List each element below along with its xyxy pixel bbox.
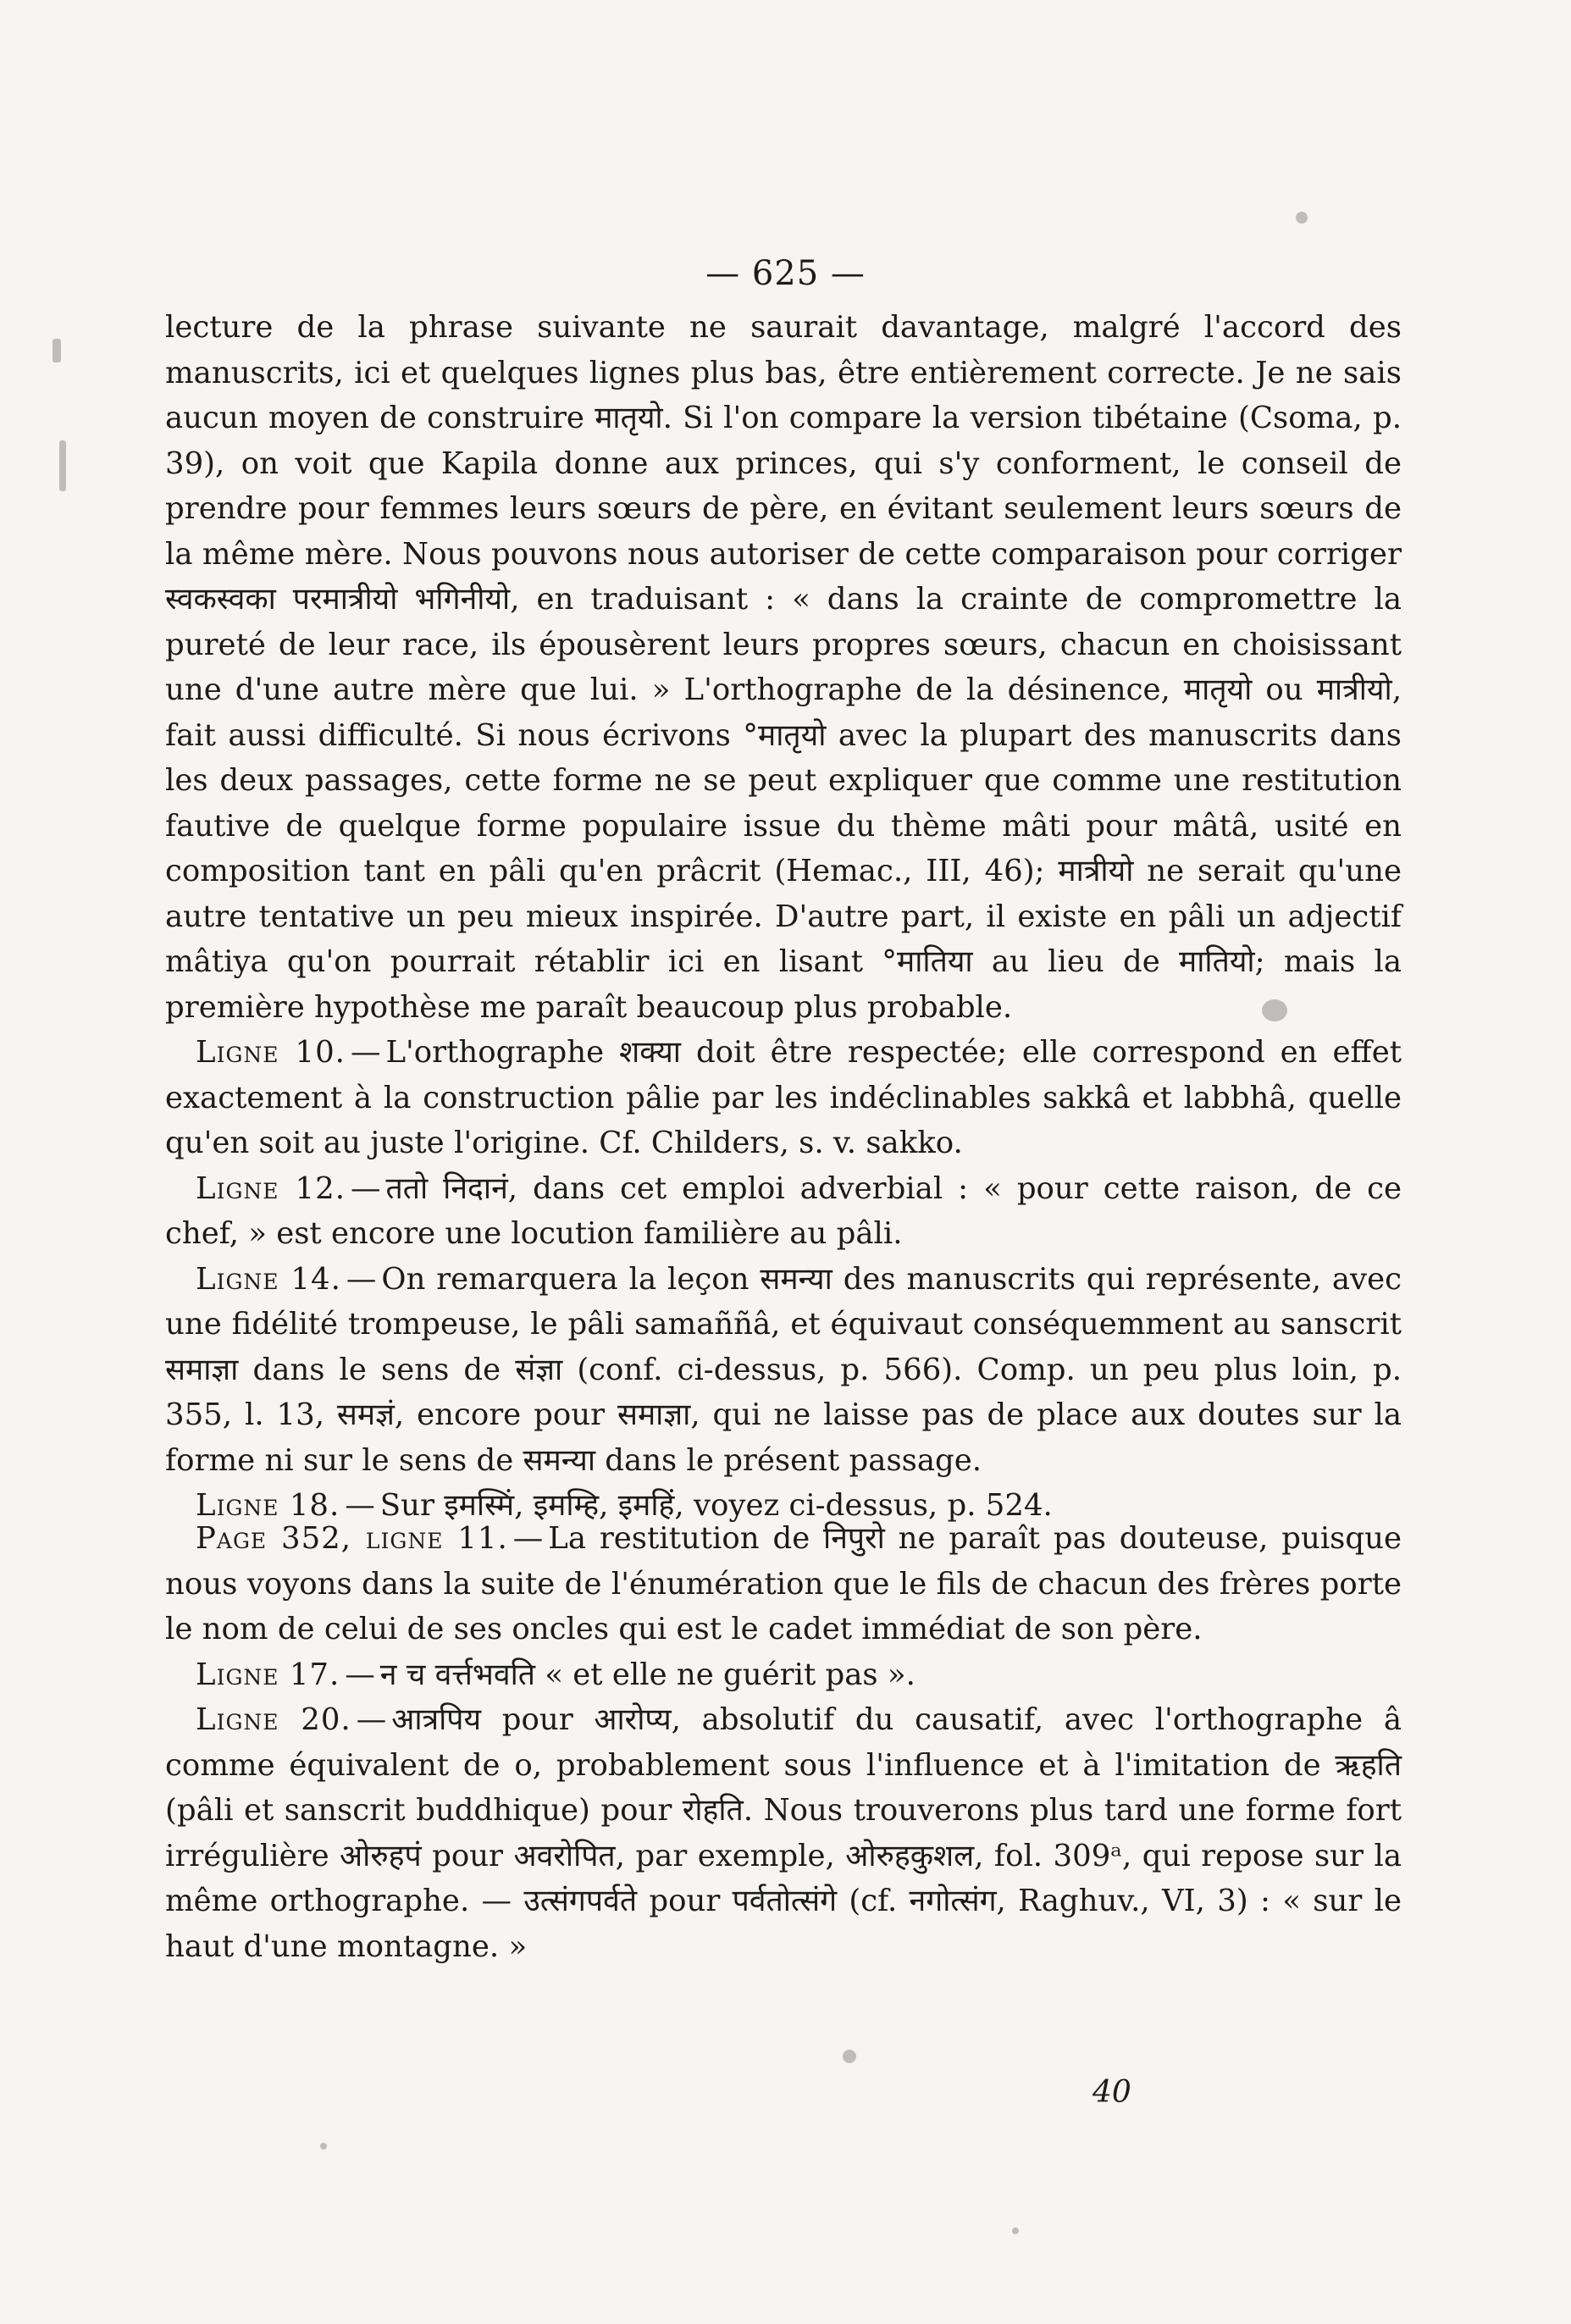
scan-speck	[1262, 999, 1287, 1021]
note-label: Ligne 14.	[196, 1261, 341, 1297]
scan-speck	[59, 440, 66, 491]
note-label: Ligne 17.	[196, 1657, 340, 1692]
note-text: L'orthographe शक्या doit être respectée; elle correspond en effet exactement à la construction pâlie par les indéclinables sakkâ et labbhâ, quelle qu'en soit au juste l'origine. Cf. Childers, s. v. sakko.	[165, 1035, 1402, 1160]
page-number: — 625 —	[705, 254, 866, 293]
signature-mark: 40	[1093, 2075, 1131, 2110]
scan-speck	[1012, 2227, 1019, 2234]
note-ligne-10: Ligne 10. — L'orthographe शक्या doit être respectée; elle correspond en effet exactement à la construction pâlie par les indéclinables sakkâ et labbhâ, quelle qu'en soit au juste l'origine. Cf. Childers, s. v. sakko.	[165, 1035, 1402, 1160]
scan-speck	[53, 339, 61, 362]
note-ligne-18: Ligne 18. — Sur इमस्मिं, इमम्हि, इमहिं, voyez ci-dessus, p. 524.	[196, 1488, 1053, 1523]
note-ligne-12: Ligne 12. — ततो निदानं, dans cet emploi adverbial : « pour cette raison, de ce chef, » est encore une locution familière au pâli.	[165, 1170, 1402, 1251]
note-text: La restitution de निपुरो ne paraît pas douteuse, puisque nous voyons dans la suite de l'énumération que le fils de chacun des frères porte le nom de celui de ses oncles qui est le cadet immédiat de son père.	[165, 1521, 1402, 1646]
note-ligne-20: Ligne 20. — आत्रपिय pour आरोप्य, absolutif du causatif, avec l'orthographe â comme équivalent de o, probablement sous l'influence et à l'imitation de ऋहति (pâli et sanscrit buddhique) pour रोहति. Nous trouverons plus tard une forme fort irrégulière ओरुहपं pour अवरोपित, par exemple, ओरुहकुशल, fol. 309ᵃ, qui repose sur la même orthographe. — उत्संगपर्वते pour पर्वतोत्संगे (cf. नगोत्संग, Raghuv., VI, 3) : « sur le haut d'une montagne. »	[165, 1702, 1402, 1964]
scan-speck	[320, 2143, 327, 2150]
scan-speck	[1296, 212, 1308, 224]
note-label: Page 352, ligne 11.	[196, 1521, 508, 1556]
note-text: न च वर्त्तभवति « et elle ne guérit pas ».	[379, 1657, 915, 1692]
note-ligne-14: Ligne 14. — On remarquera la leçon समन्या des manuscrits qui représente, avec une fidélité trompeuse, le pâli samaññâ, et équivaut conséquemment au sanscrit समाज्ञा dans le sens de संज्ञा (conf. ci-dessus, p. 566). Comp. un peu plus loin, p. 355, l. 13, समज्ञं, encore pour समाज्ञा, qui ne laisse pas de place aux doutes sur la forme ni sur le sens de समन्या dans le présent passage.	[165, 1261, 1402, 1478]
note-text: On remarquera la leçon समन्या des manuscrits qui représente, avec une fidélité trompeuse, le pâli samaññâ, et équivaut conséquemment au sanscrit समाज्ञा dans le sens de संज्ञा (conf. ci-dessus, p. 566). Comp. un peu plus loin, p. 355, l. 13, समज्ञं, encore pour समाज्ञा, qui ne laisse pas de place aux doutes sur la forme ni sur le sens de समन्या dans le présent passage.	[165, 1261, 1402, 1478]
note-label: Ligne 18.	[196, 1488, 340, 1523]
note-label: Ligne 10.	[196, 1035, 346, 1070]
note-ligne-17: Ligne 17. — न च वर्त्तभवति « et elle ne guérit pas ».	[196, 1657, 915, 1692]
note-label: Ligne 20.	[196, 1702, 351, 1737]
commentary-block-1	[165, 305, 1402, 1529]
note-text: Sur इमस्मिं, इमम्हि, इमहिं, voyez ci-dessus, p. 524.	[379, 1488, 1053, 1523]
paragraph-continuation: lecture de la phrase suivante ne saurait davantage, malgré l'accord des manuscrits, ici et quelques lignes plus bas, être entièrement correcte. Je ne sais aucun moyen de construire मातृयो. Si l'on compare la version tibétaine (Csoma, p. 39), on voit que Kapila donne aux princes, qui s'y conforment, le conseil de prendre pour femmes leurs sœurs de père, en évitant seulement leurs sœurs de la même mère. Nous pouvons nous autoriser de cette comparaison pour corriger स्वकस्वका परमात्रीयो भगिनीयो, en traduisant : « dans la crainte de compromettre la pureté de leur race, ils épousèrent leurs propres sœurs, chacun en choisissant une d'une autre mère que lui. » L'orthographe de la désinence, मातृयो ou मात्रीयो, fait aussi difficulté. Si nous écrivons °मातृयो avec la plupart des manuscrits dans les deux passages, cette forme ne se peut expliquer que comme une restitution fautive de quelque forme populaire issue du thème mâti pour mâtâ, usité en composition tant en pâli qu'en prâcrit (Hemac., III, 46); मात्रीयो ne serait qu'une autre tentative un peu mieux inspirée. D'autre part, il existe en pâli un adjectif mâtiya qu'on pourrait rétablir ici en lisant °मातिया au lieu de मातियो; mais la première hypothèse me paraît beaucoup plus probable.	[165, 310, 1402, 1025]
note-text: ततो निदानं, dans cet emploi adverbial : « pour cette raison, de ce chef, » est encore une locution familière au pâli.	[165, 1170, 1402, 1251]
note-label: Ligne 12.	[196, 1170, 346, 1206]
scan-speck	[843, 2050, 856, 2063]
note-page-352: Page 352, ligne 11. — La restitution de निपुरो ne paraît pas douteuse, puisque nous voyons dans la suite de l'énumération que le fils de chacun des frères porte le nom de celui de ses oncles qui est le cadet immédiat de son père.	[165, 1521, 1402, 1646]
commentary-block-2	[165, 1516, 1402, 1969]
note-text: आत्रपिय pour आरोप्य, absolutif du causatif, avec l'orthographe â comme équivalent de o, probablement sous l'influence et à l'imitation de ऋहति (pâli et sanscrit buddhique) pour रोहति. Nous trouverons plus tard une forme fort irrégulière ओरुहपं pour अवरोपित, par exemple, ओरुहकुशल, fol. 309ᵃ, qui repose sur la même orthographe. — उत्संगपर्वते pour पर्वतोत्संगे (cf. नगोत्संग, Raghuv., VI, 3) : « sur le haut d'une montagne. »	[165, 1702, 1402, 1964]
